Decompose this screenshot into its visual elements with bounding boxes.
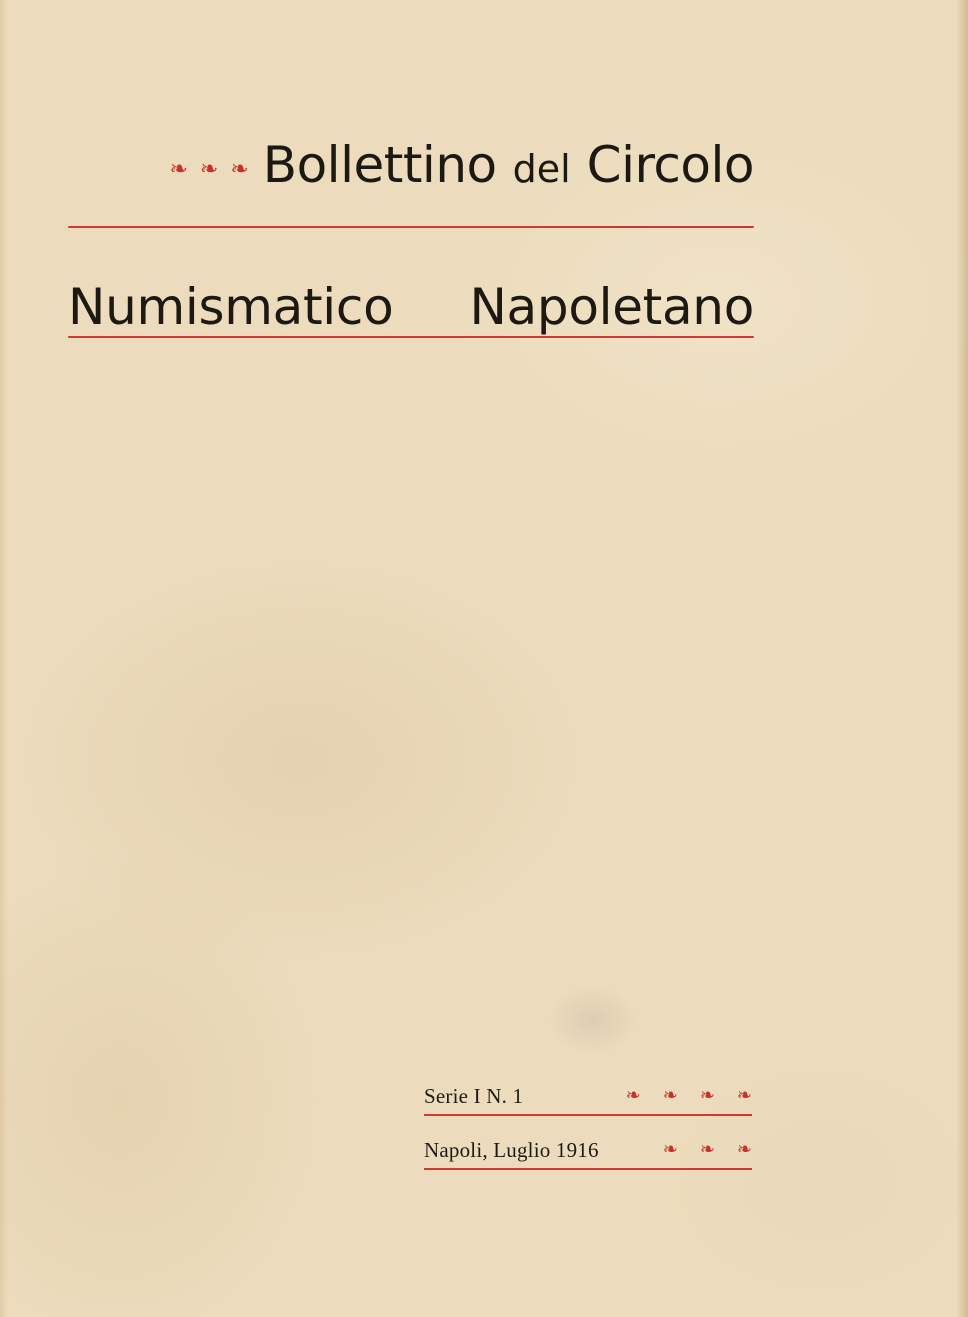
page-left-edge xyxy=(0,0,8,1317)
ornament-leaf-icon: ❧ xyxy=(736,1085,752,1106)
imprint-series-line xyxy=(424,1078,752,1114)
journal-title xyxy=(68,136,754,338)
ornament-leaf-icon: ❧ xyxy=(169,157,188,182)
title-word-napoletano: Napoletano xyxy=(469,278,754,336)
series-ornaments xyxy=(604,1087,752,1105)
title-word-numismatico: Numismatico xyxy=(68,278,394,336)
ornament-leaf-icon: ❧ xyxy=(699,1085,715,1106)
title-rule-2 xyxy=(68,336,754,338)
ornament-leaf-icon: ❧ xyxy=(736,1139,752,1160)
ornament-leaf-icon: ❧ xyxy=(662,1085,678,1106)
title-word-circolo: Circolo xyxy=(586,136,754,194)
title-ornaments xyxy=(169,159,248,181)
ornament-leaf-icon: ❧ xyxy=(699,1139,715,1160)
imprint-rule-2 xyxy=(424,1168,752,1170)
imprint-block xyxy=(424,1078,752,1186)
imprint-date-line xyxy=(424,1132,752,1168)
ornament-leaf-icon: ❧ xyxy=(662,1139,678,1160)
title-line-2 xyxy=(68,228,754,336)
page-right-edge xyxy=(956,0,968,1317)
ornament-leaf-icon: ❧ xyxy=(199,157,219,182)
place-and-date: Napoli, Luglio 1916 xyxy=(424,1137,599,1162)
ornament-leaf-icon: ❧ xyxy=(230,157,249,182)
paper-stain xyxy=(548,985,638,1055)
title-line-1 xyxy=(68,136,754,226)
date-ornaments xyxy=(641,1141,752,1159)
imprint-rule-1 xyxy=(424,1114,752,1116)
title-word-bollettino: Bollettino xyxy=(262,136,497,194)
series-number: Serie I N. 1 xyxy=(424,1083,524,1108)
ornament-leaf-icon: ❧ xyxy=(625,1085,641,1106)
title-word-del: del xyxy=(512,147,571,191)
